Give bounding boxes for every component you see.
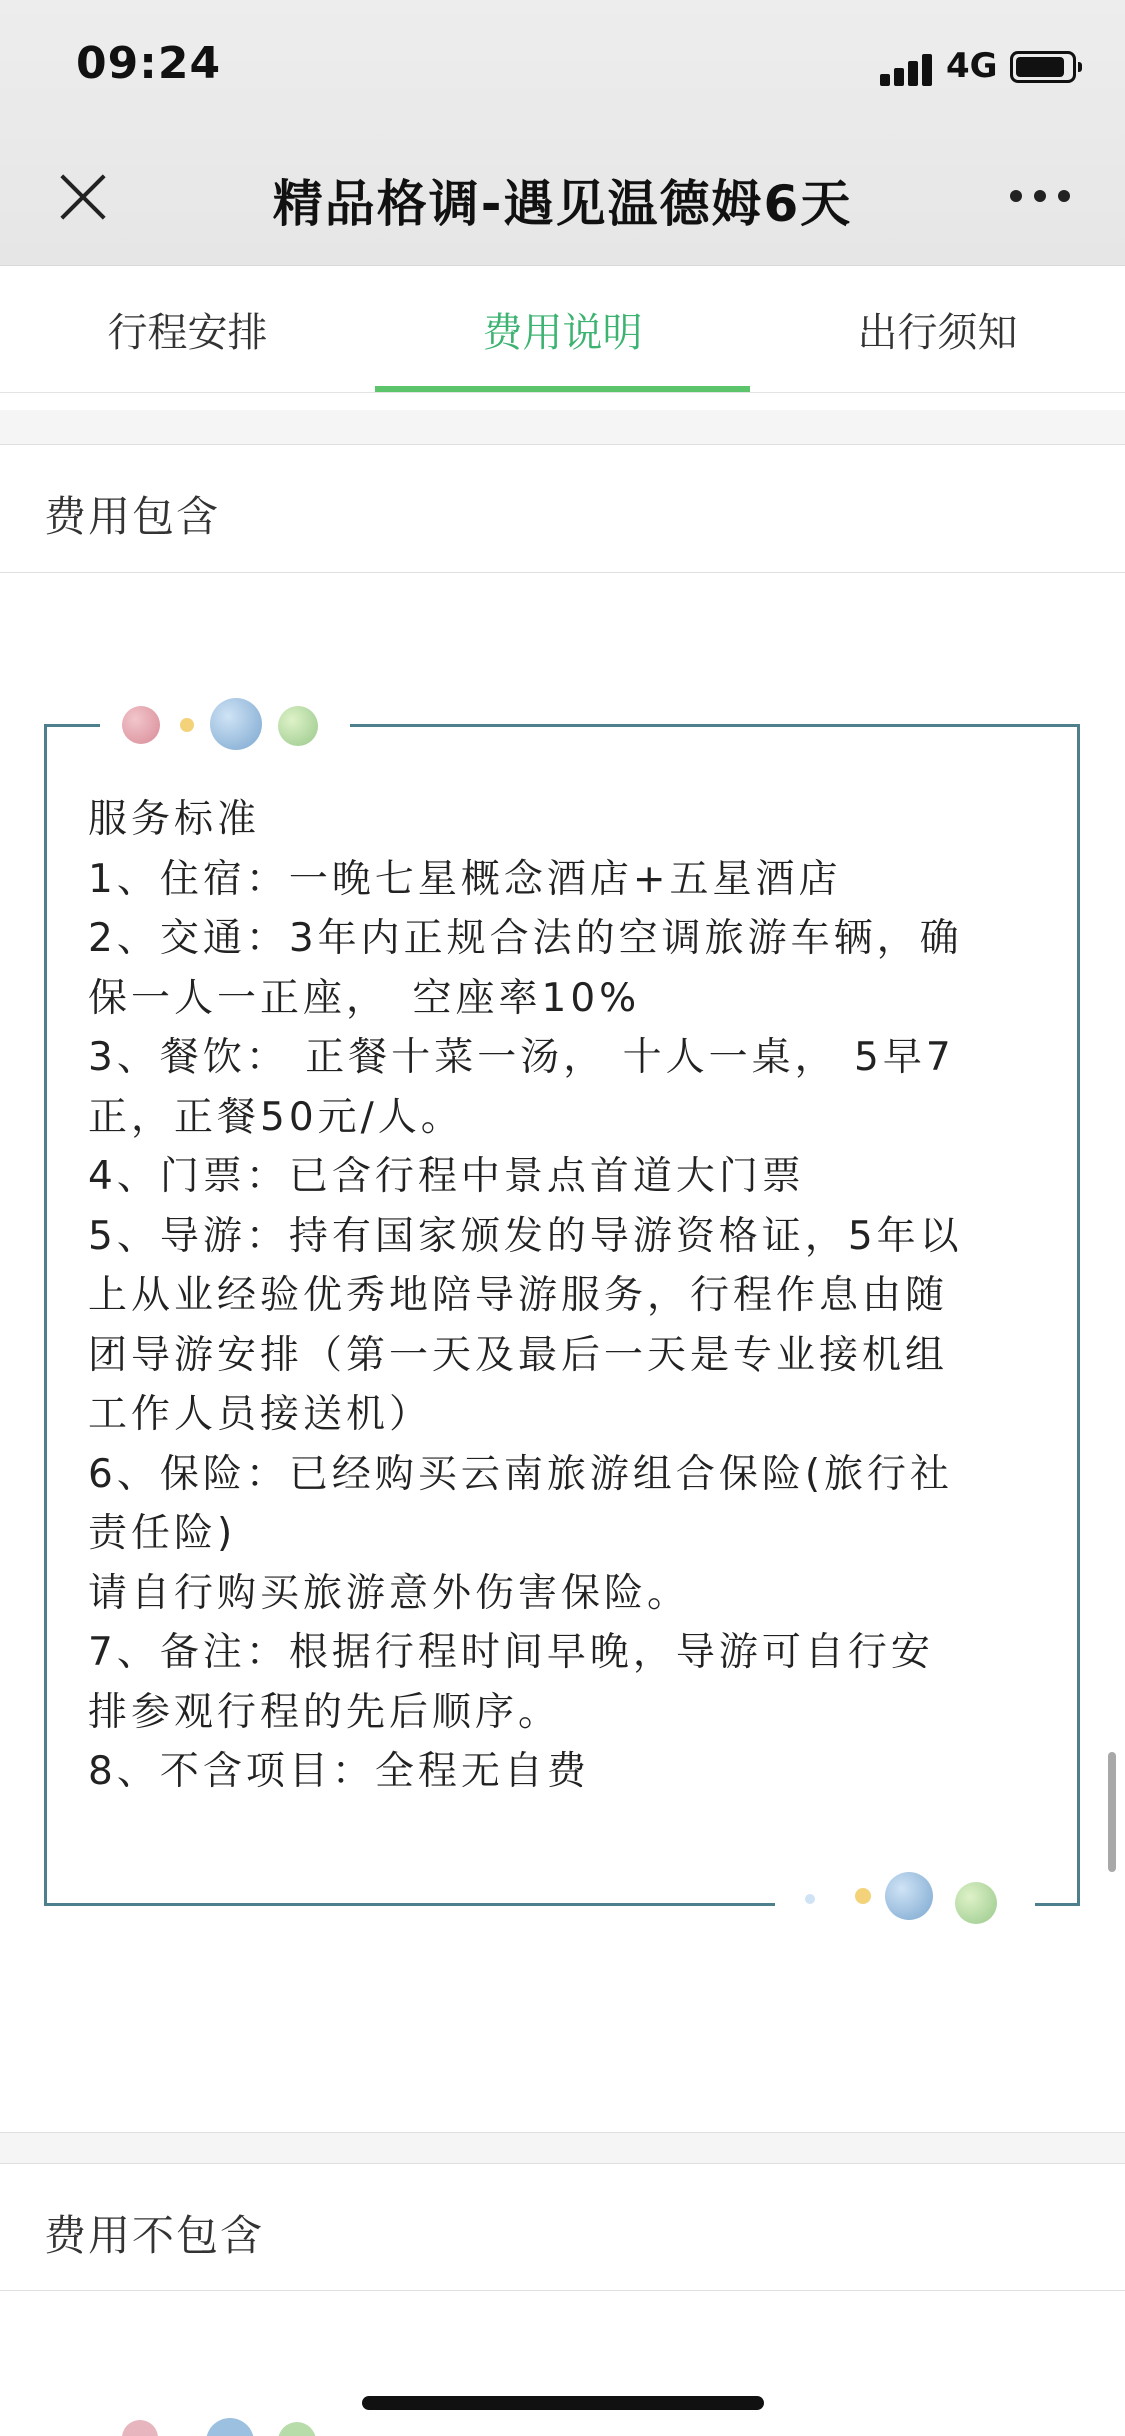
more-options-icon[interactable] xyxy=(1010,190,1070,204)
divider xyxy=(0,572,1125,573)
signal-icon xyxy=(880,52,936,86)
active-tab-indicator xyxy=(375,386,750,392)
card-line: 7、备注：根据行程时间早晚，导游可自行安 xyxy=(88,1630,934,1675)
card-line: 2、交通：3年内正规合法的空调旅游车辆，确 xyxy=(88,916,963,961)
fees-included-text xyxy=(88,790,1048,1802)
section-gap xyxy=(0,410,1125,445)
card-line: 请自行购买旅游意外伤害保险。 xyxy=(88,1570,691,1616)
fees-excluded-title: 费用不包含 xyxy=(44,2211,265,2260)
card-line: 保一人一正座， 空座率10% xyxy=(88,975,641,1021)
tab-fees[interactable]: 费用说明 xyxy=(482,310,643,356)
card-line: 服务标准 xyxy=(88,797,261,842)
card-line: 排参观行程的先后顺序。 xyxy=(88,1689,562,1735)
page-title: 精品格调-遇见温德姆6天 xyxy=(272,175,853,233)
card-line: 6、保险：已经购买云南旅游组合保险(旅行社 xyxy=(88,1451,954,1497)
tab-itinerary[interactable]: 行程安排 xyxy=(107,310,268,356)
status-time: 09:24 xyxy=(76,38,222,89)
card-line: 3、餐饮： 正餐十菜一汤， 十人一桌， 5早7 xyxy=(88,1035,955,1080)
card-line: 团导游安排（第一天及最后一天是专业接机组 xyxy=(88,1332,949,1378)
card-line: 责任险) xyxy=(88,1511,237,1556)
divider xyxy=(0,2163,1125,2164)
divider xyxy=(0,2290,1125,2291)
planet-decoration-partial xyxy=(118,2418,368,2436)
network-type: 4G xyxy=(946,46,998,86)
fees-included-title: 费用包含 xyxy=(44,492,221,541)
card-line: 工作人员接送机） xyxy=(88,1392,433,1437)
section-gap xyxy=(0,2133,1125,2163)
card-line: 5、导游：持有国家颁发的导游资格证，5年以 xyxy=(88,1213,963,1259)
card-line: 正，正餐50元/人。 xyxy=(88,1094,464,1140)
planet-decoration-bottom xyxy=(775,1862,1035,1932)
card-line: 上从业经验优秀地陪导游服务，行程作息由随 xyxy=(88,1273,949,1318)
card-line: 8、不含项目：全程无自费 xyxy=(88,1749,590,1794)
scroll-indicator[interactable] xyxy=(1108,1752,1116,1872)
home-indicator[interactable] xyxy=(362,2396,764,2410)
planet-decoration-top xyxy=(100,690,350,760)
tab-bar xyxy=(0,266,1125,393)
battery-icon xyxy=(1010,51,1076,83)
top-bar xyxy=(0,0,1125,266)
card-line: 4、门票：已含行程中景点首道大门票 xyxy=(88,1154,805,1199)
tab-travel-notes[interactable]: 出行须知 xyxy=(857,310,1018,356)
card-line: 1、住宿：一晚七星概念酒店+五星酒店 xyxy=(88,856,842,902)
